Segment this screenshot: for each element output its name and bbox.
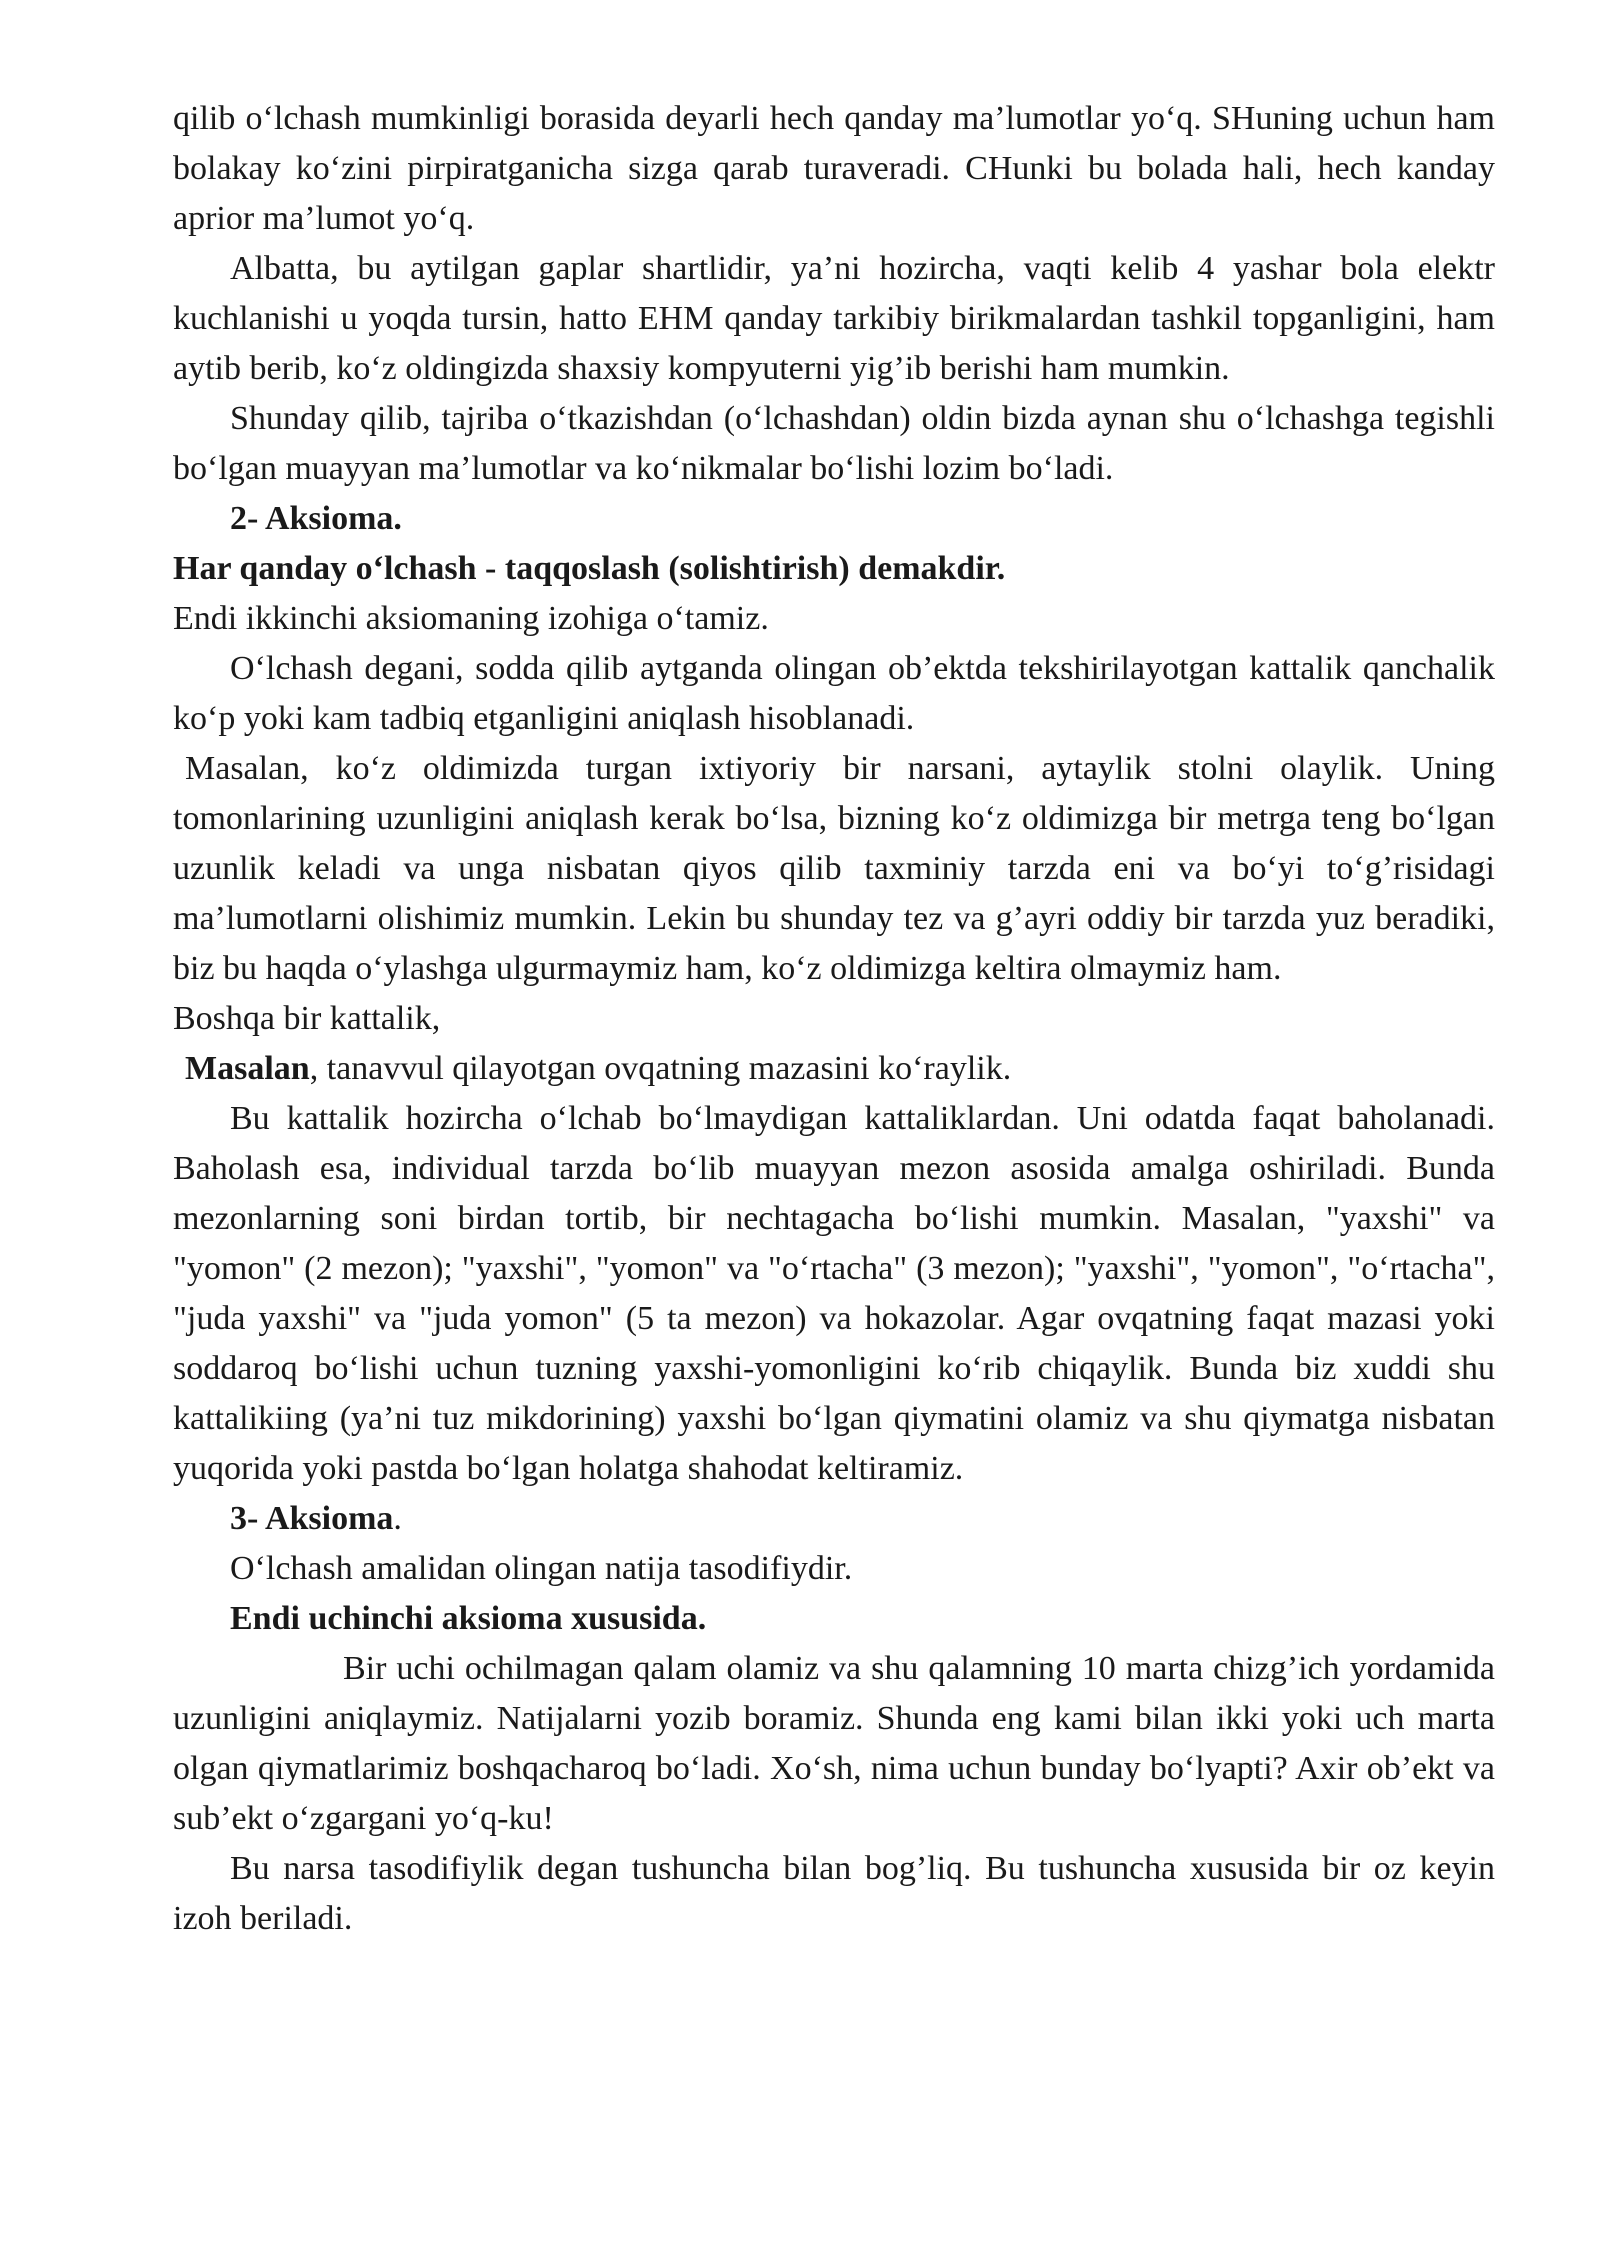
paragraph-intro: qilib o‘lchash mumkinligi borasida deyarli hech qanday ma’lumotlar yo‘q. SHuning uchun ham bolakay ko‘zini pirpiratganicha sizga qarab turaveradi. CHunki bu bolada hali, hech kanday aprior ma’lumot yo‘q. — [173, 100, 1495, 237]
masalan-bold: Masalan — [185, 1050, 310, 1087]
document-page — [173, 94, 1495, 1944]
paragraph-masalan-ovqat — [173, 1044, 1495, 1094]
axiom-2-statement: Har qanday o‘lchash - taqqoslash (solishtirish) demakdir. — [173, 550, 1006, 587]
paragraph-tasodifiylik: Bu narsa tasodifiylik degan tushuncha bilan bog’liq. Bu tushuncha xususida bir oz keyin izoh beriladi. — [173, 1850, 1495, 1937]
paragraph-qalam: Bir uchi ochilmagan qalam olamiz va shu qalamning 10 marta chizg’ich yordamida uzunligini aniqlaymiz. Natijalarni yozib boramiz. Shunda eng kami bilan ikki yoki uch marta olgan qiymatlarimiz boshqacharoq bo‘ladi. Xo‘sh, nima uchun bunday bo‘lyapti? Axir ob’ekt va sub’ekt o‘zgargani yo‘q-ku! — [173, 1650, 1495, 1837]
axiom-3-title: 3- Aksioma — [230, 1500, 394, 1537]
paragraph-shunday: Shunday qilib, tajriba o‘tkazishdan (o‘lchashdan) oldin bizda aynan shu o‘lchashga tegishli bo‘lgan muayyan ma’lumotlar va ko‘nikmalar bo‘lishi lozim bo‘ladi. — [173, 400, 1495, 487]
paragraph-olchash-degani: O‘lchash degani, sodda qilib aytganda olingan ob’ektda tekshirilayotgan kattalik qanchalik ko‘p yoki kam tadbiq etganligini aniqlash hisoblanadi. — [173, 650, 1495, 737]
axiom-3-statement: O‘lchash amalidan olingan natija tasodifiydir. — [230, 1550, 853, 1587]
masalan-rest: , tanavvul qilayotgan ovqatning mazasini ko‘raylik. — [309, 1050, 1012, 1087]
axiom-3-period: . — [393, 1500, 402, 1537]
paragraph-masalan-stol: Masalan, ko‘z oldimizda turgan ixtiyoriy bir narsani, aytaylik stolni olaylik. Uning tomonlarining uzunligini aniqlash kerak bo‘lsa, bizning ko‘z oldimizga bir metrga teng bo‘lgan uzunlik keladi va unga nisbatan qiyos qilib taxminiy tarzda eni va bo‘yi to‘g’risidagi ma’lumotlarni olishimiz mumkin. Lekin bu shunday tez va g’ayri oddiy bir tarzda yuz beradiki, biz bu haqda o‘ylashga ulgurmaymiz ham, ko‘z oldimizga keltira olmaymiz ham. — [173, 750, 1495, 987]
paragraph-boshqa: Boshqa bir kattalik, — [173, 1000, 441, 1037]
axiom-3-title-line — [173, 1494, 1495, 1544]
axiom-2-title: 2- Aksioma. — [230, 500, 402, 537]
axiom-3-subheading: Endi uchinchi aksioma xususida. — [230, 1600, 707, 1637]
paragraph-izoh: Endi ikkinchi aksiomaning izohiga o‘tamiz. — [173, 600, 769, 637]
paragraph-albatta: Albatta, bu aytilgan gaplar shartlidir, ya’ni hozircha, vaqti kelib 4 yashar bola elektr kuchlanishi u yoqda tursin, hatto EHM qanday tarkibiy birikmalardan tashkil topganligini, ham aytib berib, ko‘z oldingizda shaxsiy kompyuterni yig’ib berishi ham mumkin. — [173, 250, 1495, 387]
paragraph-baholash: Bu kattalik hozircha o‘lchab bo‘lmaydigan kattaliklardan. Uni odatda faqat baholanadi. Baholash esa, individual tarzda bo‘lib muayyan mezon asosida amalga oshiriladi. Bunda mezonlarning soni birdan tortib, bir nechtagacha bo‘lishi mumkin. Masalan, "yaxshi" va "yomon" (2 mezon); "yaxshi", "yomon" va "o‘rtacha" (3 mezon); "yaxshi", "yomon", "o‘rtacha", "juda yaxshi" va "juda yomon" (5 ta mezon) va hokazolar. Agar ovqatning faqat mazasi yoki soddaroq bo‘lishi uchun tuzning yaxshi-yomonligini ko‘rib chiqaylik. Bunda biz xuddi shu kattalikiing (ya’ni tuz mikdorining) yaxshi bo‘lgan qiymatini olamiz va shu qiymatga nisbatan yuqorida yoki pastda bo‘lgan holatga shahodat keltiramiz. — [173, 1100, 1495, 1487]
